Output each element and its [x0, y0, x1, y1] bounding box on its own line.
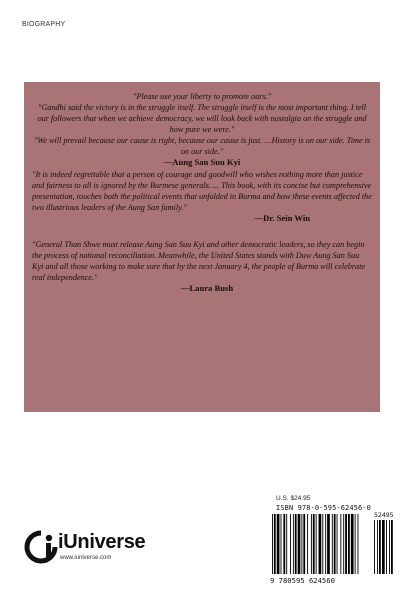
publisher-name: iUniverse [58, 531, 146, 553]
quote-prevail: "We will prevail because our cause is right, because our cause is just. …History is on our side. Time is on our side." [33, 136, 371, 156]
publisher-logo [24, 530, 164, 564]
attribution-laura-bush: —Laura Bush [180, 283, 234, 293]
barcode-digits: 9 780595 624560 [270, 576, 335, 585]
price-addon-digits: 52495 [374, 511, 394, 519]
publisher-url: www.iuniverse.com [60, 555, 112, 561]
attribution-aung-san-suu-kyi: —Aung San Suu Kyi [163, 157, 241, 167]
attribution-sein-win: —Dr. Sein Win [254, 213, 310, 223]
isbn-label: ISBN 978-0-595-62456-0 [276, 504, 371, 512]
quote-gandhi: "Gandhi said the victory is in the struggle itself. The struggle itself is the most important thing. I tell our followers that when we achieve democracy, we will look back with nostalgia on the struggle and how pure we were." [37, 103, 367, 134]
quote-liberty: "Please use your liberty to promote ours." [132, 92, 272, 101]
price-label: U.S. $24.95 [276, 495, 311, 502]
category-label: BIOGRAPHY [22, 21, 66, 28]
barcode [270, 514, 398, 574]
iuniverse-logo-icon [24, 530, 58, 564]
quote-laura-bush: "General Than Shwe must release Aung San Suu Kyi and other democratic leaders, so they can begin the process of national reconciliation. Meanwhile, the United States stands with Daw Aung San Suu Kyi and all those working to make sure that by the next January 4, the people of Burma will celebrate real independence." [32, 240, 366, 282]
quote-panel [24, 82, 380, 412]
quote-sein-win: "It is indeed regrettable that a person of courage and goodwill who wishes nothing more than justice and fairness to all is ignored by the Burmese generals. ... This book, with its concise but comprehensive presentation, touches both the political events that unfolded in Burma and how these events affected the two illustrious leaders of the Aung San family." [32, 170, 372, 212]
